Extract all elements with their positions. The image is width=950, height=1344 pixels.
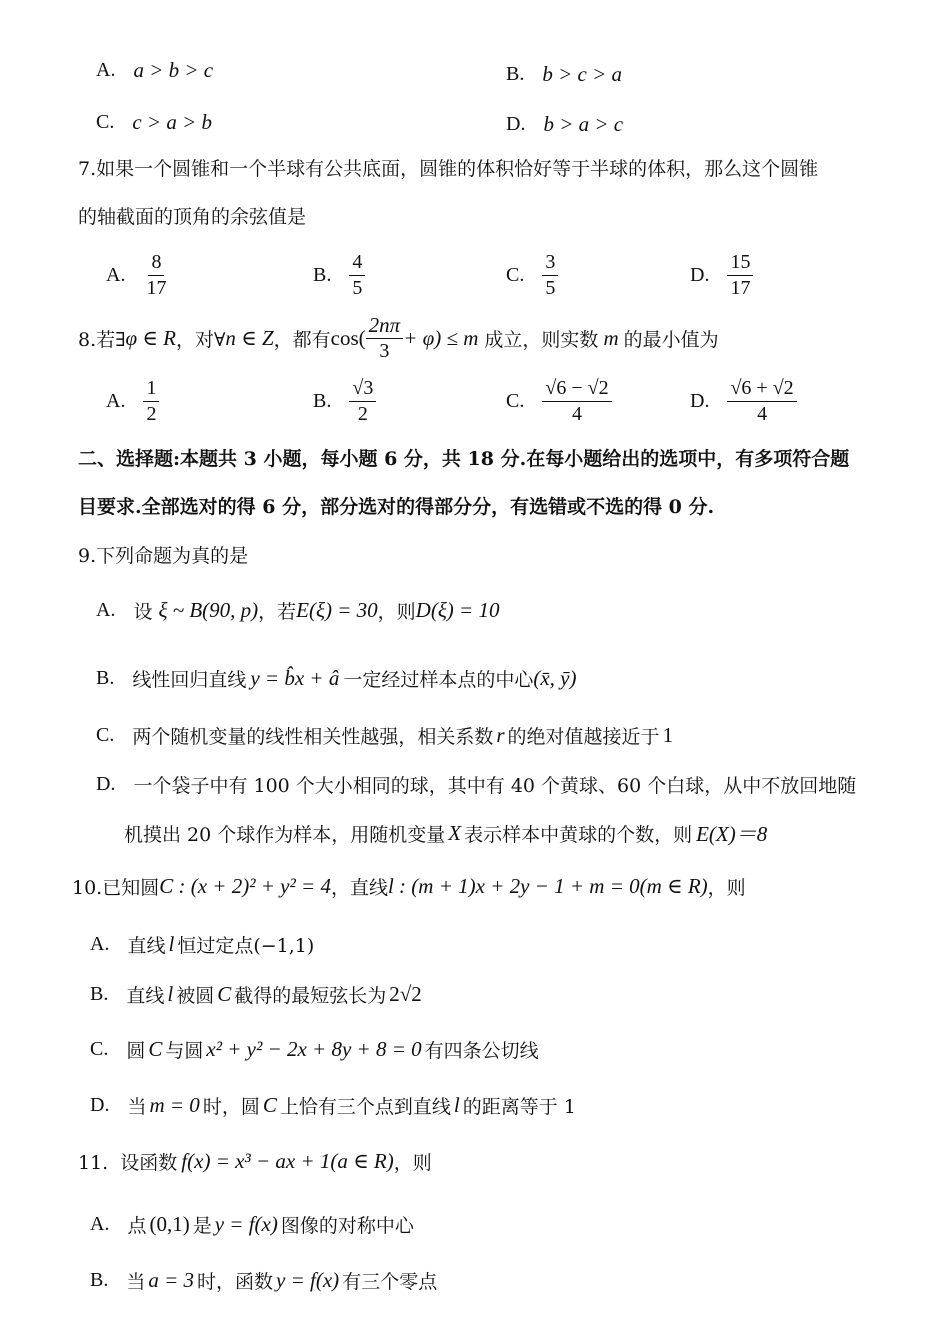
q10-line: l : (m + 1)x + 2y − 1 + m = 0(m ∈ R) [387, 874, 708, 898]
numerator: √3 [349, 378, 376, 402]
option-label: C. [96, 111, 115, 133]
q8-tail-math: + φ) ≤ m [403, 325, 479, 350]
option-math: l [167, 982, 174, 1006]
q10-end: ，则 [707, 877, 746, 899]
q9-option-a [96, 597, 499, 624]
option-math: m = 0 [149, 1093, 200, 1117]
q9-stem: 9.下列命题为真的是 [78, 545, 249, 567]
option-fraction [727, 378, 796, 425]
option-label: B. [313, 390, 332, 412]
option-math: C [217, 982, 232, 1006]
option-text: 当 [127, 1096, 147, 1118]
option-text: 图像的对称中心 [280, 1215, 414, 1237]
option-fraction [727, 252, 753, 299]
q8-prefix: 8.若∃ [78, 328, 126, 351]
q10-mid: ，直线 [330, 877, 388, 899]
option-text: 的绝对值越接近于 [507, 726, 660, 748]
option-label: C. [506, 390, 525, 412]
option-text: 恒过定点(−1,1) [177, 935, 315, 957]
denominator: 2 [146, 403, 157, 425]
numerator: 2nπ [366, 314, 404, 339]
option-math: X [448, 820, 462, 845]
option-math: l [168, 932, 175, 956]
denominator: 17 [730, 277, 751, 299]
option-fraction [143, 378, 159, 425]
denominator: 17 [146, 277, 167, 299]
q11-func: f(x) = x³ − ax + 1(a ∈ R) [181, 1149, 394, 1173]
q9-option-b [96, 665, 577, 692]
option-label: C. [96, 724, 115, 746]
numerator: √6 + √2 [727, 378, 796, 402]
option-math: E(X)＝8 [696, 822, 768, 846]
option-fraction [542, 252, 558, 299]
option-math: a = 3 [148, 1268, 195, 1292]
section2-heading-line1: 二、选择题:本题共 3 小题，每小题 6 分，共 18 分.在每小题给出的选项中，有多项符合题 [78, 448, 850, 470]
q6-option-d [506, 112, 623, 137]
q7-option-c [506, 252, 558, 299]
option-text: 是 [192, 1215, 212, 1237]
q11-stem [78, 1148, 432, 1175]
q10-prefix: 10.已知圆 [72, 877, 160, 899]
option-label: B. [90, 1269, 109, 1291]
option-label: B. [313, 264, 332, 286]
option-fraction [542, 378, 611, 425]
option-text: a > b > c [133, 58, 214, 82]
option-label: D. [690, 390, 710, 412]
option-label: C. [90, 1038, 109, 1060]
option-text: 上恰有三个点到直线 [279, 1096, 451, 1118]
option-text: b > c > a [542, 62, 623, 86]
option-fraction [349, 252, 365, 299]
option-text: 一个袋子中有 100 个大小相同的球，其中有 40 个黄球、60 个白球，从中不放回地随 [133, 775, 857, 797]
q8-sep1: ，对∀ [175, 328, 226, 351]
option-math: 1 [662, 723, 674, 747]
option-math: r [496, 723, 505, 747]
option-label: A. [96, 599, 116, 621]
option-label: D. [90, 1094, 110, 1116]
option-text: 设 [133, 601, 153, 623]
option-math: x² + y² − 2x + 8y + 8 = 0 [206, 1037, 422, 1061]
q7-option-a [106, 252, 169, 299]
option-text: 被圆 [176, 985, 215, 1007]
option-label: A. [90, 1213, 110, 1235]
option-fraction [143, 252, 169, 299]
option-math: y = b̂x + â [250, 666, 340, 690]
q8-tail-text: 成立，则实数 [484, 328, 599, 351]
option-math: y = f(x) [276, 1268, 340, 1292]
q7-option-b [313, 252, 365, 299]
denominator: 3 [379, 340, 390, 363]
numerator: 4 [349, 252, 365, 276]
q9-option-c [96, 722, 673, 749]
option-math: C [148, 1037, 163, 1061]
q6-option-a [96, 58, 213, 83]
q9-option-d [96, 771, 856, 798]
option-fraction [349, 378, 376, 425]
option-text: 表示样本中黄球的个数，则 [464, 823, 693, 846]
q11-end: ，则 [393, 1152, 432, 1174]
q9-option-d-line2 [124, 818, 767, 848]
numerator: √6 − √2 [542, 378, 611, 402]
denominator: 5 [545, 277, 556, 299]
q10-stem [72, 873, 746, 900]
option-label: D. [96, 773, 116, 795]
q10-option-c [90, 1036, 539, 1063]
option-label: A. [96, 59, 116, 81]
q11-option-b [90, 1267, 437, 1294]
q7-stem-line2: 的轴截面的顶角的余弦值是 [78, 206, 307, 228]
option-text: 直线 [127, 935, 166, 957]
option-text: 有三个零点 [342, 1271, 438, 1293]
numerator: 3 [542, 252, 558, 276]
q8-option-c [506, 378, 612, 425]
option-text: 直线 [126, 985, 165, 1007]
numerator: 8 [148, 252, 164, 276]
option-label: A. [106, 264, 126, 286]
option-label: A. [106, 390, 126, 412]
option-text: 两个随机变量的线性相关性越强，相关系数 [132, 726, 494, 748]
option-label: C. [506, 264, 525, 286]
option-math: (0,1) [149, 1212, 190, 1236]
option-label: A. [90, 933, 110, 955]
option-math: 2√2 [389, 982, 422, 1006]
q8-sep2: ，都有 [273, 328, 331, 351]
option-math: E(ξ) = 30 [296, 598, 378, 622]
q8-phi-in-r: φ ∈ R [125, 325, 176, 350]
q10-circle: C : (x + 2)² + y² = 4 [159, 874, 331, 898]
option-text: 截得的最短弦长为 [234, 985, 387, 1007]
option-text: c > a > b [132, 110, 213, 134]
option-text: 线性回归直线 [132, 669, 247, 691]
q10-option-d [90, 1092, 576, 1119]
option-label: B. [90, 983, 109, 1005]
numerator: 15 [727, 252, 753, 276]
option-math: ξ ~ B(90, p) [158, 598, 259, 622]
option-text: b > a > c [543, 112, 624, 136]
q7-option-d [690, 252, 753, 299]
option-text: 点 [127, 1215, 147, 1237]
option-text: 与圆 [165, 1040, 204, 1062]
q8-cos: cos( [330, 325, 366, 350]
option-text: 有四条公切线 [424, 1040, 539, 1062]
option-text: 的距离等于 1 [462, 1096, 576, 1118]
option-math: C [262, 1093, 277, 1117]
option-label: B. [96, 667, 115, 689]
q8-option-d [690, 378, 797, 425]
option-math: (x̄, ȳ) [533, 666, 577, 690]
q8-option-b [313, 378, 376, 425]
option-label: B. [506, 63, 525, 85]
option-text: 机摸出 20 个球作为样本，用随机变量 [124, 823, 446, 846]
option-text: ，则 [377, 601, 416, 623]
option-text: 时，函数 [197, 1271, 274, 1293]
option-text: 圆 [126, 1040, 146, 1062]
q8-n-in-z: n ∈ Z [225, 325, 274, 350]
q10-option-b [90, 981, 422, 1008]
option-math: y = f(x) [214, 1212, 278, 1236]
q6-option-b [506, 62, 622, 87]
option-math: D(ξ) = 10 [415, 598, 500, 622]
q8-end: 的最小值为 [623, 328, 719, 351]
q10-option-a [90, 931, 314, 958]
q11-option-a [90, 1211, 414, 1238]
option-text: 当 [126, 1271, 146, 1293]
denominator: 5 [352, 277, 363, 299]
numerator: 1 [143, 378, 159, 402]
q8-m: m [603, 325, 619, 350]
denominator: 4 [571, 403, 582, 425]
section2-heading-line2: 目要求.全部选对的得 6 分，部分选对的得部分分，有选错或不选的得 0 分. [78, 496, 715, 518]
q8-fraction [366, 314, 404, 362]
q11-prefix: 11. 设函数 [78, 1152, 178, 1174]
q6-option-c [96, 110, 212, 135]
denominator: 2 [357, 403, 368, 425]
option-label: D. [506, 113, 526, 135]
option-text: 时，圆 [202, 1096, 260, 1118]
q7-stem-line1: 7.如果一个圆锥和一个半球有公共底面，圆锥的体积恰好等于半球的体积，那么这个圆锥 [78, 158, 819, 180]
denominator: 4 [757, 403, 768, 425]
q8-option-a [106, 378, 159, 425]
option-text: ，若 [258, 601, 297, 623]
option-text: 一定经过样本点的中心 [343, 669, 534, 691]
option-label: D. [690, 264, 710, 286]
q8-stem [78, 314, 719, 362]
option-math: l [453, 1093, 460, 1117]
